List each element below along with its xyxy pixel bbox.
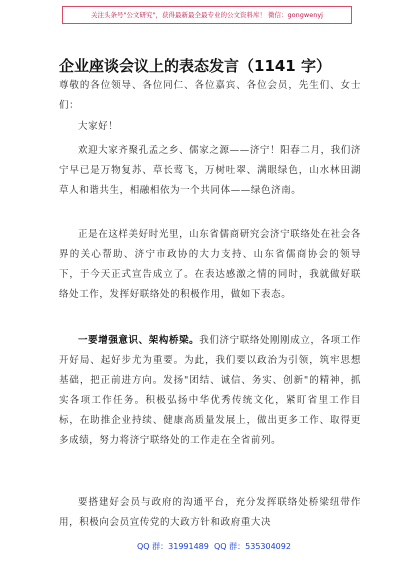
header-banner <box>62 6 352 24</box>
document-title: 企业座谈会议上的表态发言（1141 字） <box>59 57 331 75</box>
body-paragraph-2: 正是在这样美好时光里，山东省儒商研究会济宁联络处在社会各界的关心帮助、济宁市政协的大力支持、山东省儒商协会的领导下，于今天正式宣告成立了。在表达感激之情的同时，我就做好联络处工作，发挥好联络处的积极作用，做如下表态。 <box>59 229 361 300</box>
lead-sentence: 一要增强意识、架构桥梁。 <box>78 335 200 346</box>
salutation-paragraph: 尊敬的各位领导、各位同仁、各位嘉宾、各位会员，先生们、女士们： <box>59 80 361 111</box>
body-paragraph-1: 欢迎大家齐聚孔孟之乡、儒家之源——济宁！阳春二月，我们济宁早已是万物复苏、草长莺飞，万树吐翠、满眼绿色，山水林田湖草人和谐共生，相融相依为一个共同体——绿色济南。 <box>59 145 361 196</box>
body-paragraph-3-text: 我们济宁联络处刚刚成立，各项工作开好局、起好步尤为重要。为此，我们要以政治为引领，筑牢思想基础，把正前进方向。发扬"团结、诚信、务实、创新"的精神，抓实各项工作任务。积极弘扬中华优秀传统文化，紧盯省里工作目标，在助推企业持续、健康高质量发展上，做出更多工作、取得更多成绩，努力将济宁联络处的工作走在全省前列。 <box>59 335 362 446</box>
banner-text: 关注头条号"公文研究"，获得最新最全最专业的公文资料库！ 微信：gongwenyj <box>91 11 323 19</box>
greeting-paragraph: 大家好！ <box>78 121 119 132</box>
body-paragraph-3 <box>59 331 361 451</box>
qq-group-link-2[interactable]: QQ 群：535304092 <box>214 542 291 551</box>
qq-group-link-1[interactable]: QQ 群：31991489 <box>137 542 209 551</box>
body-paragraph-4: 要搭建好会员与政府的沟通平台，充分发挥联络处桥梁纽带作用，积极向会员宣传党的大政方针和政府重大决 <box>59 497 361 528</box>
